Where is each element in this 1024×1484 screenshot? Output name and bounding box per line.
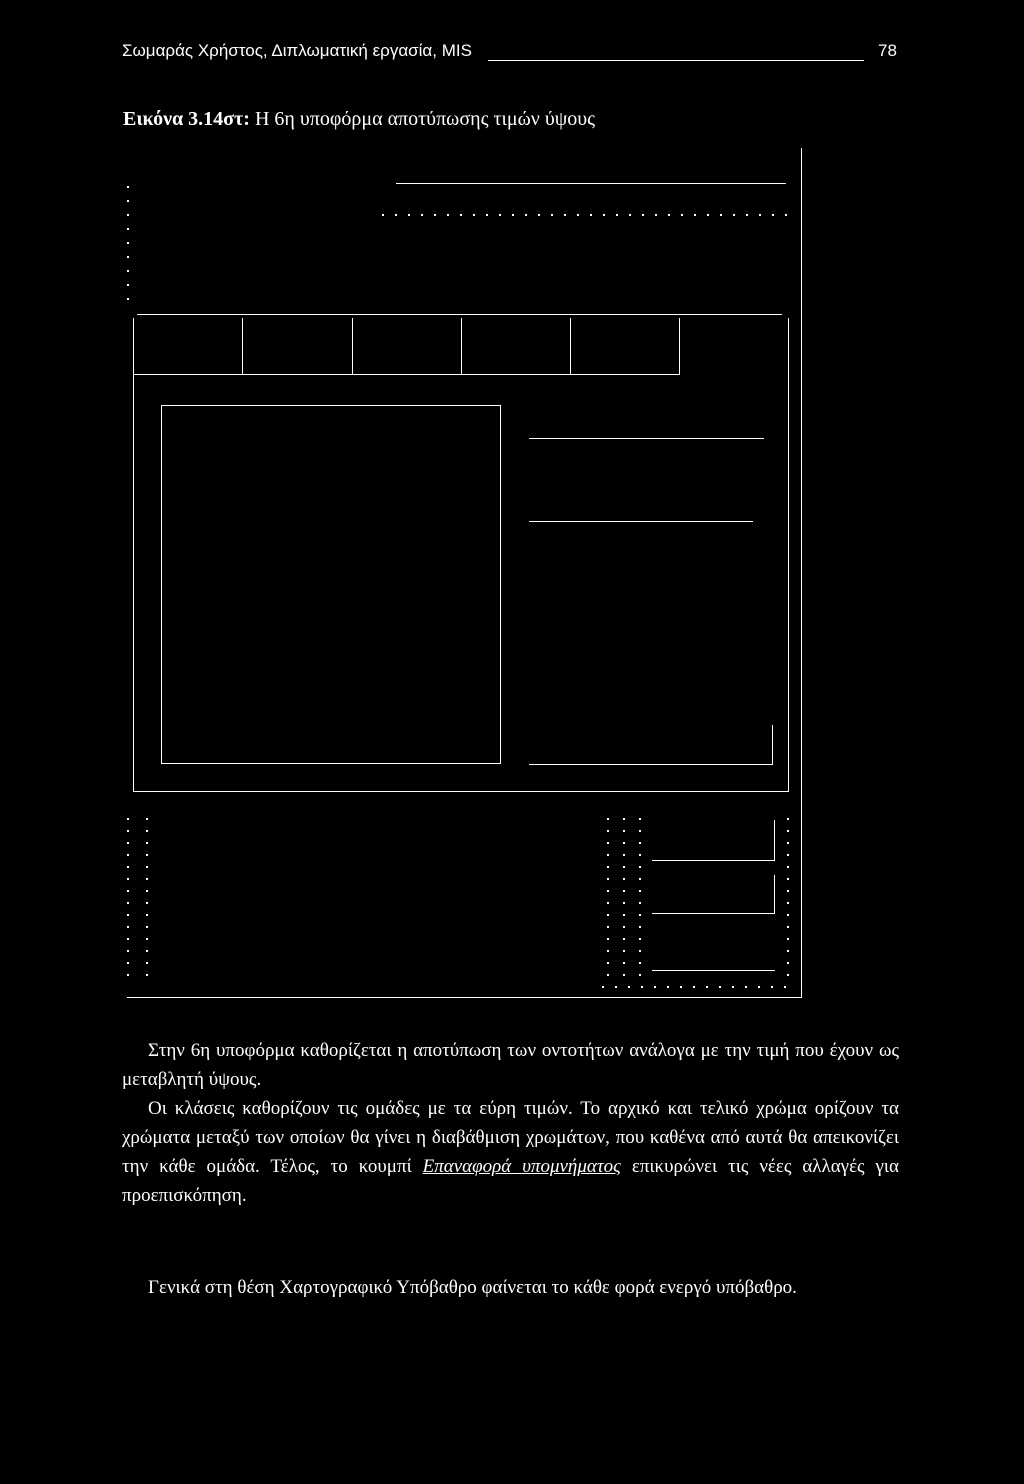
tab-divider [679,318,680,374]
reset-legend-button-ref: Επαναφορά υπομνήματος [422,1156,621,1177]
frame-bottom-edge [127,997,802,998]
frame-right-edge [801,148,802,998]
dotted-mid-bottom [607,818,609,978]
paragraph-1: Στην 6η υποφόρμα καθορίζεται η αποτύπωση των οντοτήτων ανάλογα με την τιμή που έχουν ως μεταβλητή ύψους. [122,1040,899,1090]
dotted-left-top [127,186,129,306]
paragraph-3: Γενικά στη θέση Χαρτογραφικό Υπόβαθρο φαίνεται το κάθε φορά ενεργό υπόβαθρο. [148,1277,797,1298]
lower-field-line [652,970,775,971]
lower-field-tick [774,820,775,860]
dotted-left-bottom-2 [146,818,148,978]
page-number: 78 [878,41,897,60]
running-title: Σωμαράς Χρήστος, Διπλωματική εργασία, MIS [122,41,472,60]
tab-divider [461,318,462,374]
paragraph-2 [122,1094,899,1210]
figure-caption-text: Η 6η υποφόρμα αποτύπωσης τιμών ύψους [254,108,596,130]
tab-divider [570,318,571,374]
dotted-left-bottom [127,818,129,978]
dotted-bottom-row [602,986,797,988]
tab-divider [242,318,243,374]
paragraph-2-text: Οι κλάσεις καθορίζουν τις ομάδες με τα εύρη τιμών. Το αρχικό και τελικό χρώμα ορίζουν τα χρώματα μεταξύ των οποίων θα γίνει η διαβάθμιση χρωμάτων, που καθένα από αυτά θα απεικονίζει την κάθε ομάδα. Τέλος, το κουμπί [122,1098,899,1177]
right-field-line [529,438,764,439]
tab-bottom-line [133,374,680,375]
lower-field-line [652,860,775,861]
tab-divider [352,318,353,374]
top-dotted-line [382,214,792,216]
paragraph-2-end: επικυρώνει τις νέες αλλαγές για προεπισκόπηση. [122,1156,899,1206]
figure-caption-label: Εικόνα 3.14στ: [123,108,250,130]
right-field-tick [772,725,773,765]
map-preview-box [161,405,501,764]
dotted-mid-bottom-2 [623,818,625,978]
top-field-line [396,183,786,184]
lower-field-tick [774,875,775,913]
right-field-line [529,764,773,765]
dotted-right-bottom [787,818,789,978]
dotted-mid-bottom-3 [639,818,641,978]
right-field-line [529,521,753,522]
lower-field-line [652,913,775,914]
tab-top-line [137,314,782,315]
